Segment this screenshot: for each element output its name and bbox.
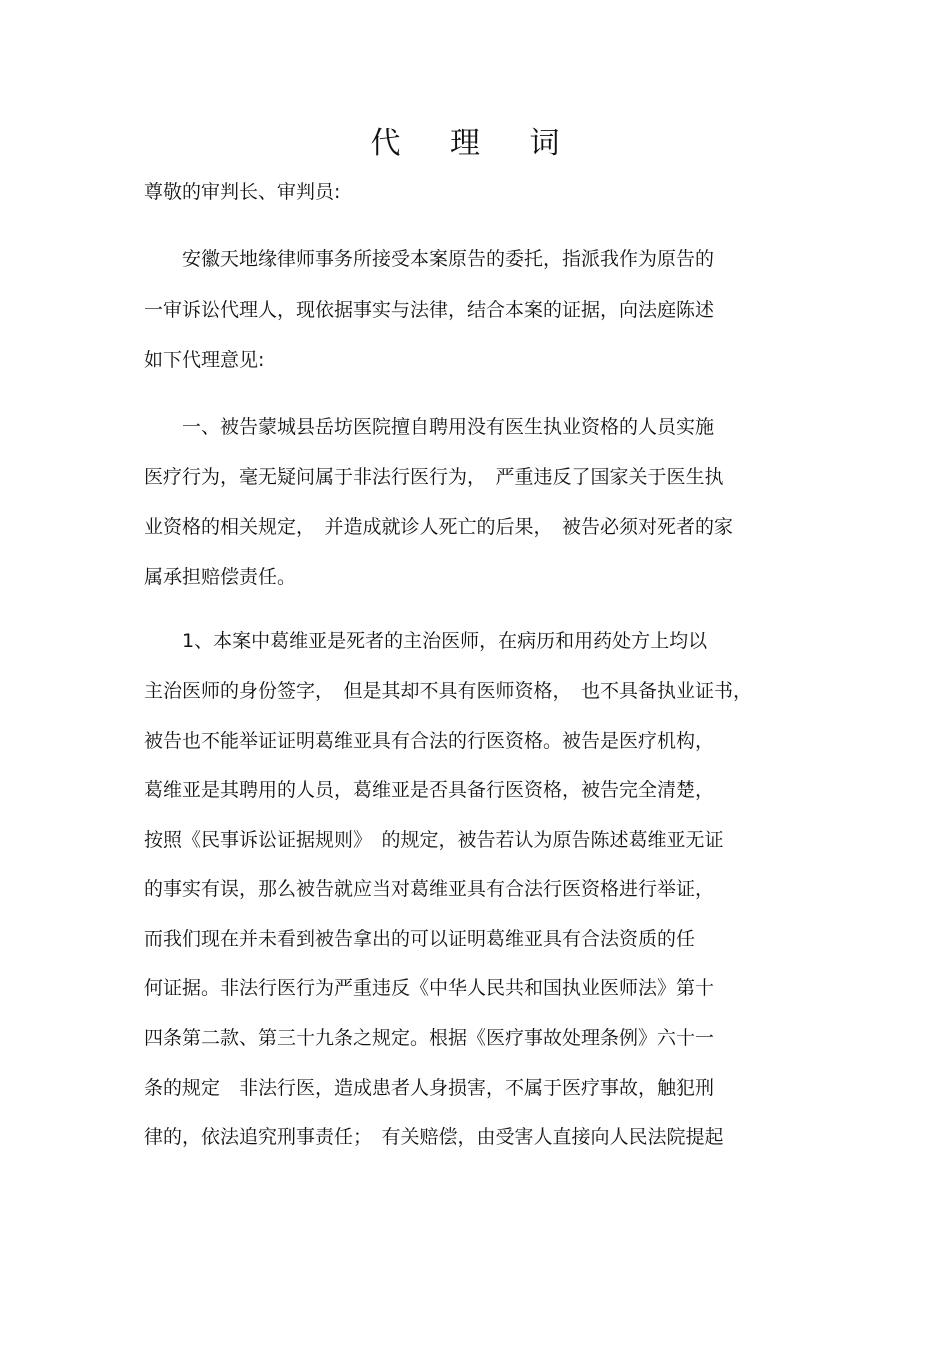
paragraph-line: 属承担赔偿责任。 bbox=[144, 566, 297, 588]
paragraph-line: 业资格的相关规定， 并造成就诊人死亡的后果， 被告必须对死者的家 bbox=[144, 516, 734, 538]
paragraph-line: 主治医师的身份签字， 但是其却不具有医师资格， 也不具备执业证书， bbox=[144, 680, 753, 702]
document-title: 代 理 词 bbox=[370, 126, 580, 161]
paragraph-line: 如下代理意见: bbox=[144, 349, 265, 371]
paragraph-line: 医疗行为，毫无疑问属于非法行医行为， 严重违反了国家关于医生执 bbox=[144, 466, 724, 488]
paragraph-line: 一、被告蒙城县岳坊医院擅自聘用没有医生执业资格的人员实施 bbox=[144, 416, 715, 438]
paragraph-line: 何证据。非法行医行为严重违反《中华人民共和国执业医师法》第十 bbox=[144, 977, 715, 999]
paragraph-line: 律的，依法追究刑事责任； 有关赔偿，由受害人直接向人民法院提起 bbox=[144, 1126, 724, 1148]
paragraph-line: 葛维亚是其聘用的人员，葛维亚是否具备行医资格，被告完全清楚， bbox=[144, 779, 715, 801]
paragraph-line: 四条第二款、第三十九条之规定。根据《医疗事故处理条例》六十一 bbox=[144, 1027, 715, 1049]
paragraph-line: 按照《民事诉讼证据规则》 的规定，被告若认为原告陈述葛维亚无证 bbox=[144, 829, 724, 851]
paragraph-line: 1、本案中葛维亚是死者的主治医师，在病历和用药处方上均以 bbox=[144, 630, 708, 652]
paragraph-line: 而我们现在并未看到被告拿出的可以证明葛维亚具有合法资质的任 bbox=[144, 928, 696, 950]
paragraph-line: 被告也不能举证证明葛维亚具有合法的行医资格。被告是医疗机构， bbox=[144, 730, 715, 752]
salutation-line: 尊敬的审判长、审判员: bbox=[144, 181, 341, 203]
paragraph-line: 条的规定 非法行医，造成患者人身损害，不属于医疗事故，触犯刑 bbox=[144, 1077, 715, 1099]
paragraph-line: 一审诉讼代理人，现依据事实与法律，结合本案的证据，向法庭陈述 bbox=[144, 299, 715, 321]
paragraph-line: 的事实有误，那么被告就应当对葛维亚具有合法行医资格进行举证， bbox=[144, 878, 715, 900]
paragraph-line: 安徽天地缘律师事务所接受本案原告的委托，指派我作为原告的 bbox=[144, 248, 715, 270]
